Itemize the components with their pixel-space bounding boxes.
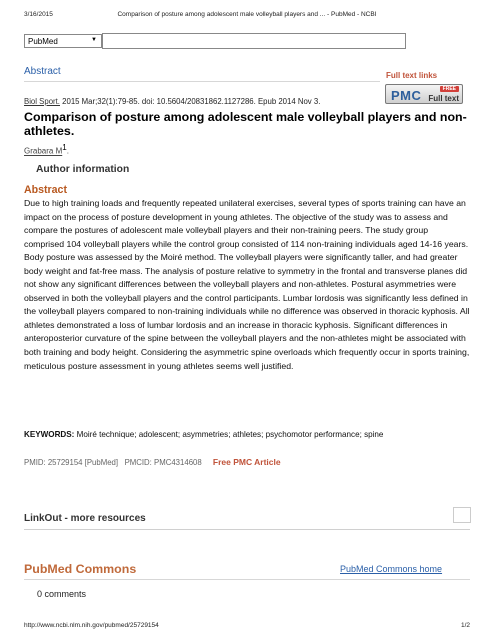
journal-link[interactable]: Biol Sport. (24, 97, 60, 106)
free-pmc-article-link[interactable]: Free PMC Article (212, 457, 281, 467)
print-page-title: Comparison of posture among adolescent male volleyball players and ... - PubMed - NCBI (117, 11, 377, 18)
print-header (24, 11, 470, 21)
author-link[interactable]: Grabara M (24, 146, 63, 156)
divider (24, 579, 470, 580)
pmid: PMID: 25729154 [PubMed] (24, 458, 119, 467)
citation-details: 2015 Mar;32(1):79-85. doi: 10.5604/20831862.1127286. Epub 2014 Nov 3. (59, 97, 321, 106)
article-title: Comparison of posture among adolescent male volleyball players and non-athletes. (24, 110, 467, 138)
author-list (24, 143, 69, 156)
linkout-expand-box[interactable] (453, 507, 471, 523)
database-select-value: PubMed (28, 37, 58, 46)
pmcid: PMCID: PMC4314608 (124, 458, 202, 467)
comments-count: 0 comments (37, 589, 87, 599)
abstract-text: Due to high training loads and frequently repeated unilateral exercises, several types of sports training can have an impact on the process of posture development in young athletes. The objective of the study was to assess and compare the postures of adolescent male volleyball players and their non-training peers. The study group comprised 104 volleyball players while the control group consisted of 114 non-training individuals aged 14-16 years. Body posture was assessed by the Moiré method. The volleyball players were significantly taller, and had greater body weight and fat-free mass. The analysis of posture relative to symmetry in the frontal and transverse planes did not show any significant differences between the volleyball players and non-athletes. Postural asymmetries were observed in both the volleyball players and the control participants. Lumbar lordosis was significantly less defined in the volleyball players compared to non-training individuals while no difference was observed in thoracic kyphosis. All athletes demonstrated a loss of lumbar lordosis and an increase in thoracic kyphosis. Significant differences in anteroposterior curvature of the spine between the volleyball players and the non-athletes might be associated with both training and body height. Considering the asymmetric spine overloads which frequently occur in sports training, meticulous posture assessment in young athletes seems well justified. (24, 198, 470, 371)
keywords-list: Moiré technique; adolescent; asymmetries; athletes; psychomotor performance; spine (74, 430, 384, 439)
print-date: 3/16/2015 (24, 11, 53, 18)
print-url: http://www.ncbi.nlm.nih.gov/pubmed/25729154 (24, 622, 159, 629)
pubmed-commons-home-link[interactable]: PubMed Commons home (340, 564, 443, 574)
article-ids (24, 457, 281, 467)
search-input[interactable] (102, 33, 406, 49)
full-text-label: Full text (428, 94, 459, 103)
keywords-label: KEYWORDS: (24, 430, 75, 439)
divider (24, 81, 380, 82)
citation (24, 97, 320, 106)
dropdown-arrow-icon: ▼ (91, 37, 97, 43)
author-list-end: . (66, 146, 69, 156)
author-information-toggle[interactable]: Author information (36, 164, 130, 175)
free-badge: FREE (440, 86, 459, 92)
abstract-heading: Abstract (24, 184, 67, 196)
pmc-logo: PMC (391, 88, 422, 103)
linkout-toggle[interactable]: LinkOut - more resources (24, 513, 146, 524)
abstract-format-link[interactable]: Abstract (24, 66, 61, 77)
database-select[interactable] (24, 34, 102, 48)
pmc-full-text-button[interactable] (385, 84, 463, 104)
keywords (24, 430, 470, 439)
pubmed-commons-heading: PubMed Commons (24, 562, 137, 576)
divider (24, 529, 470, 530)
print-page-number: 1/2 (460, 622, 470, 629)
full-text-links-heading: Full text links (386, 71, 438, 80)
author-affiliation-number: 1 (62, 143, 67, 152)
